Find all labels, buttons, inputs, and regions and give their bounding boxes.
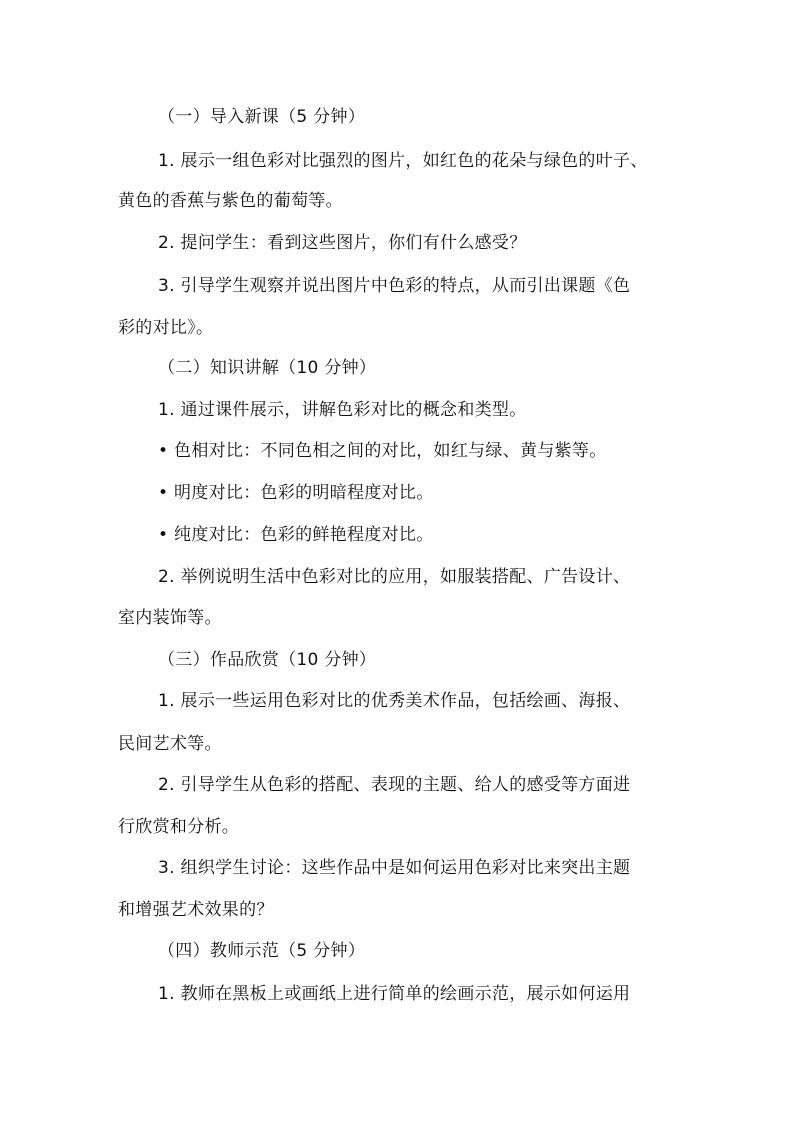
paragraph-line: 彩的对比》。 [118,318,214,338]
paragraph-line: 2. 举例说明生活中色彩对比的应用，如服装搭配、广告设计、 [158,567,631,587]
paragraph-line: 1. 展示一组色彩对比强烈的图片，如红色的花朵与绿色的叶子、 [158,151,648,171]
paragraph-line: 2. 提问学生：看到这些图片，你们有什么感受？ [158,233,527,253]
paragraph-line: 3. 引导学生观察并说出图片中色彩的特点，从而引出课题《色 [158,276,631,296]
paragraph-line: 2. 引导学生从色彩的搭配、表现的主题、给人的感受等方面进 [158,775,631,795]
section-heading-3: （三）作品欣赏（10 分钟） [158,650,377,670]
paragraph-line: 1. 通过课件展示，讲解色彩对比的概念和类型。 [158,400,527,420]
bullet-item: • 纯度对比：色彩的鲜艳程度对比。 [158,525,434,545]
paragraph-line: 3. 组织学生讨论：这些作品中是如何运用色彩对比来突出主题 [158,858,631,878]
paragraph-line: 室内装饰等。 [118,608,222,628]
section-heading-4: （四）教师示范（5 分钟） [158,941,366,961]
paragraph-line: 1. 教师在黑板上或画纸上进行简单的绘画示范，展示如何运用 [158,984,631,1004]
paragraph-line: 民间艺术等。 [118,734,222,754]
paragraph-line: 1. 展示一些运用色彩对比的优秀美术作品，包括绘画、海报、 [158,691,631,711]
paragraph-line: 黄色的香蕉与紫色的葡萄等。 [118,191,343,211]
paragraph-line: 和增强艺术效果的？ [118,900,274,920]
section-heading-2: （二）知识讲解（10 分钟） [158,358,377,378]
section-heading-1: （一）导入新课（5 分钟） [158,107,366,127]
bullet-item: • 色相对比：不同色相之间的对比，如红与绿、黄与紫等。 [158,441,607,461]
paragraph-line: 行欣赏和分析。 [118,817,240,837]
bullet-item: • 明度对比：色彩的明暗程度对比。 [158,483,434,503]
